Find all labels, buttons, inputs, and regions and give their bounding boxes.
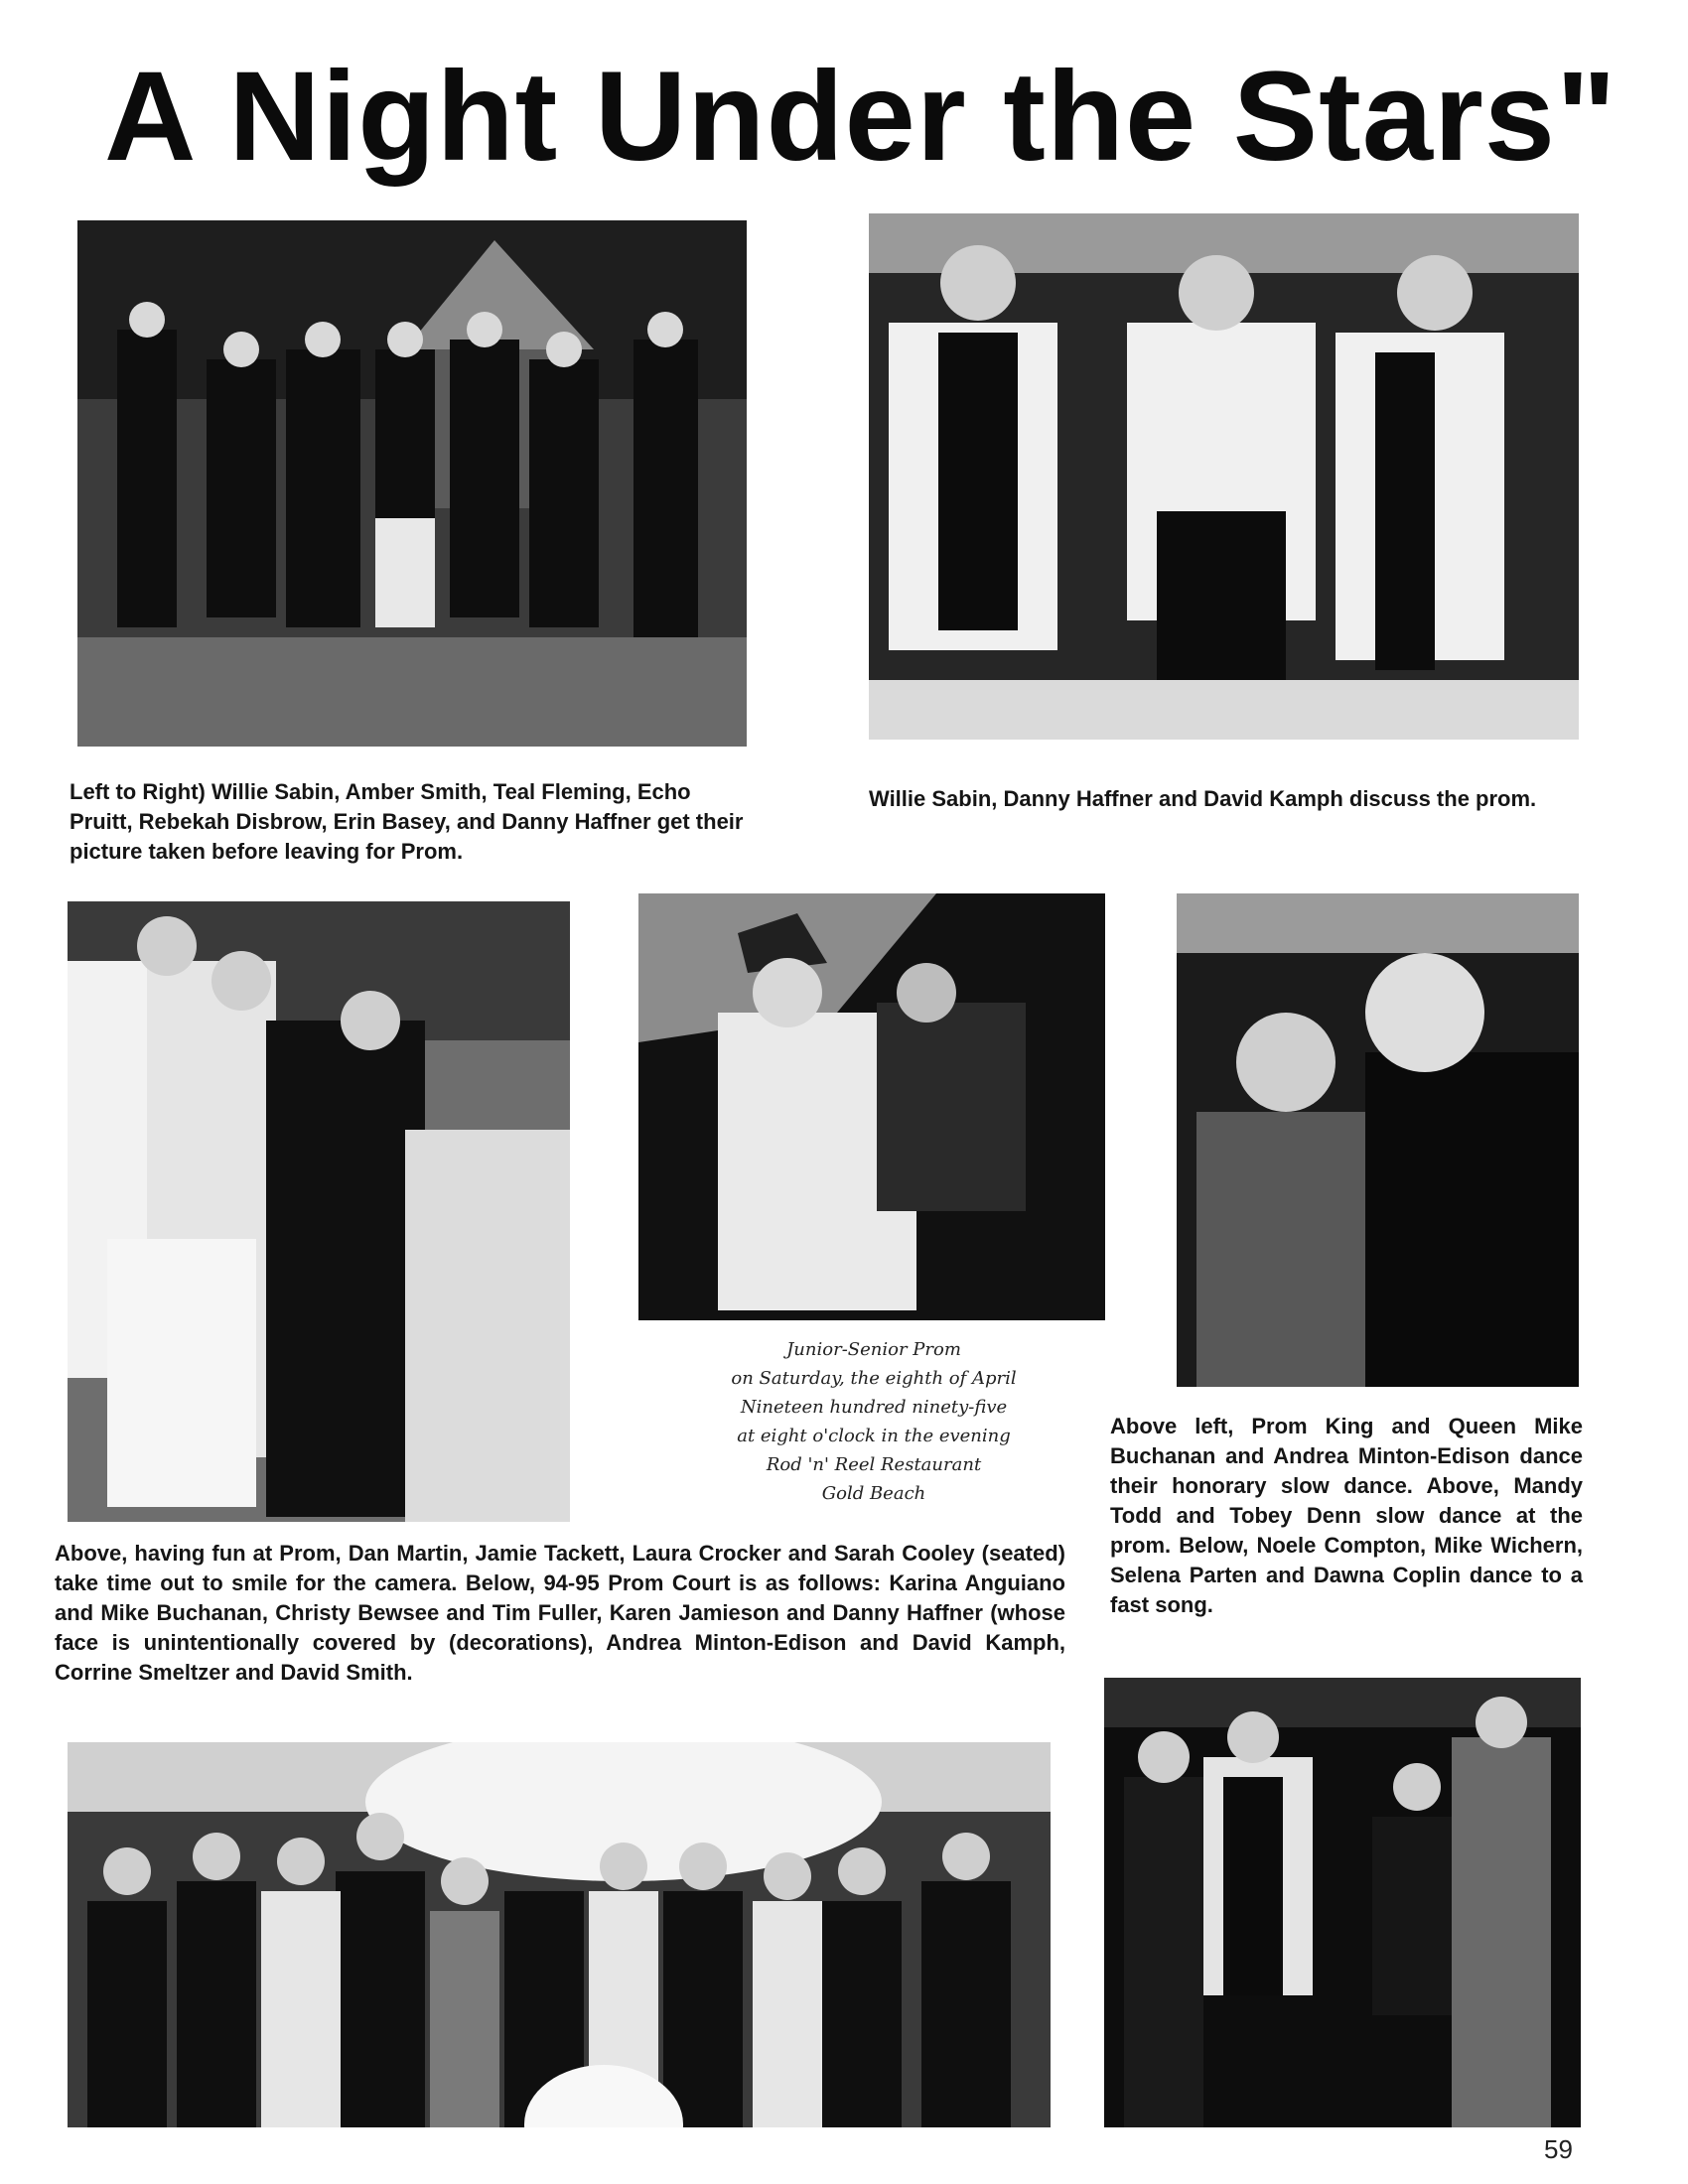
page-number: 59: [1544, 2134, 1573, 2164]
three-men-tuxedo-photo: [869, 213, 1579, 740]
friends-at-table-photo: [68, 901, 570, 1522]
caption-dancers: Above left, Prom King and Queen Mike Buchanan and Andrea Minton-Edison dance their honorary slow dance. Above, Mandy Todd and Tobey Denn slow dance at the prom. Below, Noele Compton, Mike Wichern, Selena Parten and Dawna Coplin dance to a fast song.: [1110, 1414, 1583, 1617]
invitation-line: Nineteen hundred ninety-five: [740, 1397, 1008, 1418]
invitation-line: Rod 'n' Reel Restaurant: [766, 1454, 982, 1475]
caption-prom-court: Above, having fun at Prom, Dan Martin, Jamie Tackett, Laura Crocker and Sarah Cooley (seated) take time out to smile for the camera. Below, 94-95 Prom Court is as follows: Karina Anguiano and Mike Buchanan, Christy Bewsee and Tim Fuller, Karen Jamieson and Danny Haffner (whose face is unintentionally covered by (decorations), Andrea Minton-Edison and David Kamph, Corrine Smeltzer and David Smith.: [55, 1541, 1065, 1685]
invitation-line: Junior-Senior Prom: [786, 1339, 961, 1360]
group-photo-outdoors: [77, 220, 747, 747]
fast-dance-photo: [1104, 1678, 1581, 2127]
caption-three-men: Willie Sabin, Danny Haffner and David Kamph discuss the prom.: [869, 786, 1537, 811]
prom-king-queen-photo: [638, 893, 1105, 1320]
invitation-line: Gold Beach: [821, 1483, 926, 1504]
caption-group-photo: Left to Right) Willie Sabin, Amber Smith, Teal Fleming, Echo Pruitt, Rebekah Disbrow, Erin Basey, and Danny Haffner get their picture taken before leaving for Prom.: [70, 779, 744, 864]
invitation-line: at eight o'clock in the evening: [737, 1426, 1011, 1446]
couple-slow-dance-photo: [1177, 893, 1579, 1387]
page-title: A Night Under the Stars": [104, 46, 1618, 188]
invitation-line: on Saturday, the eighth of April: [731, 1368, 1017, 1389]
prom-court-photo: [68, 1742, 1051, 2127]
prom-invitation-text: [655, 1335, 1092, 1508]
